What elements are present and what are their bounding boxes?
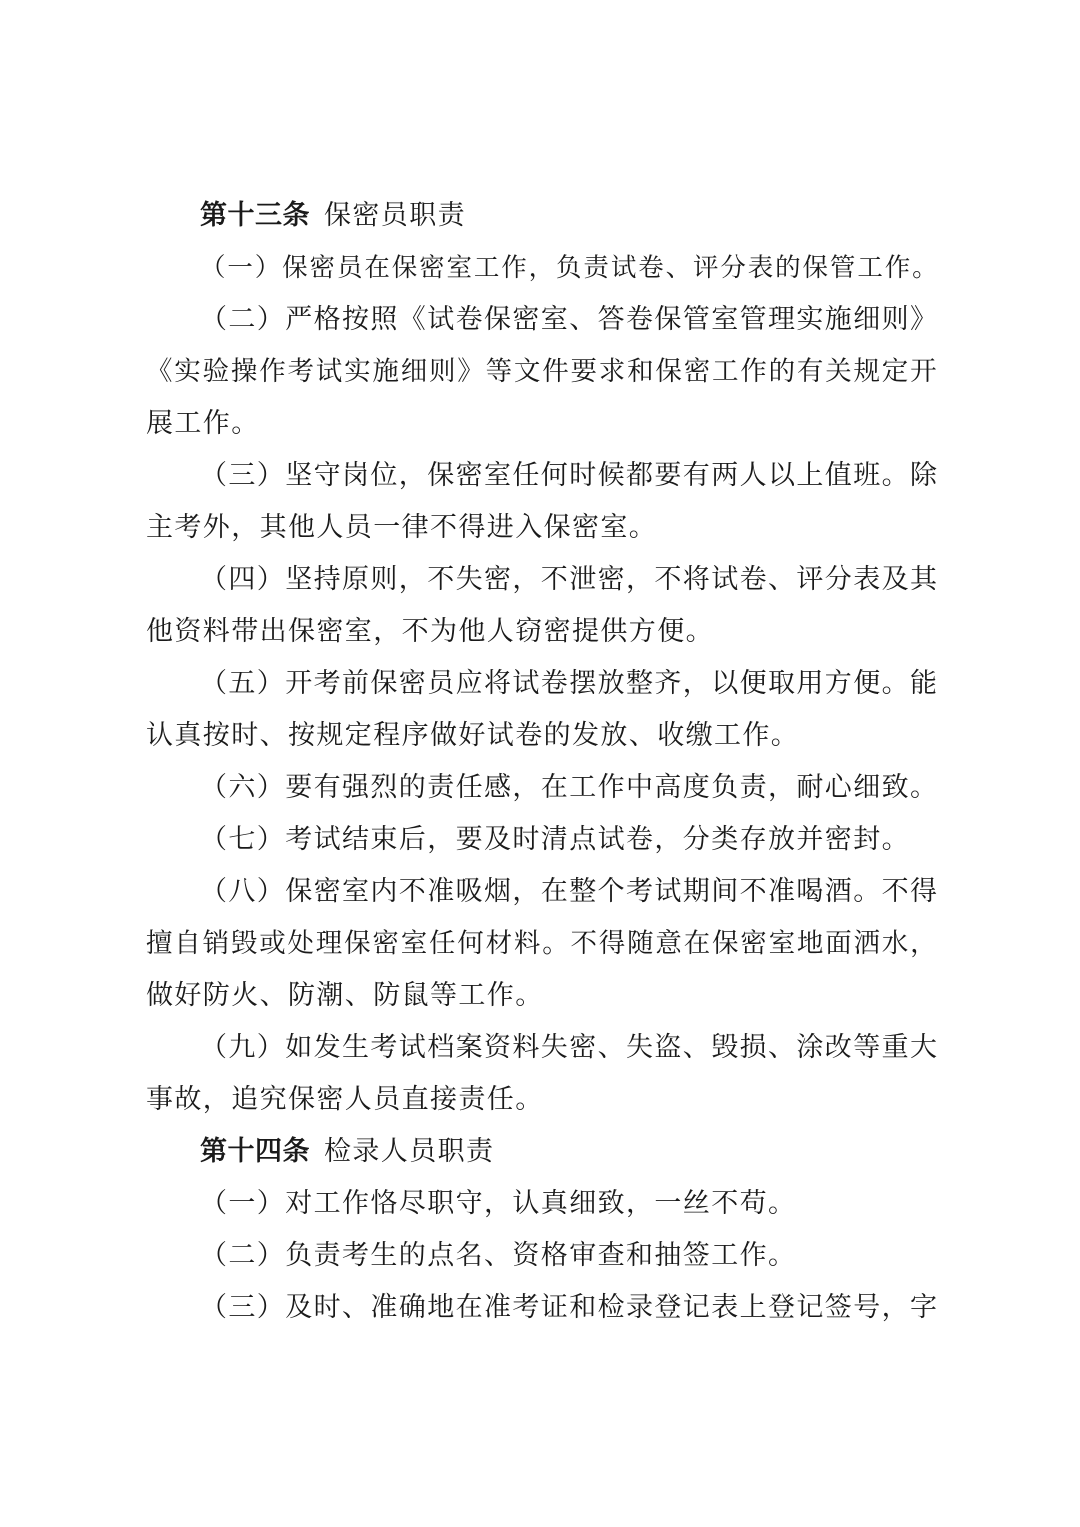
article-13-line: 做好防火、防潮、防鼠等工作。	[146, 980, 544, 1011]
article-14-number: 第十四条	[200, 1136, 310, 1167]
article-13-line: 擅自销毁或处理保密室任何材料。不得随意在保密室地面洒水，	[146, 928, 938, 959]
article-13-line: （四）坚持原则，不失密，不泄密，不将试卷、评分表及其	[200, 564, 939, 595]
article-13-line: （三）坚守岗位，保密室任何时候都要有两人以上值班。除	[200, 460, 939, 491]
article-13-line: 主考外，其他人员一律不得进入保密室。	[146, 512, 658, 543]
article-14-heading	[146, 1126, 938, 1178]
article-13-line: （八）保密室内不准吸烟，在整个考试期间不准喝酒。不得	[200, 876, 939, 907]
article-13-line: （二）严格按照《试卷保密室、答卷保管室管理实施细则》	[200, 304, 939, 335]
document-page	[146, 190, 938, 1334]
article-13-line: 认真按时、按规定程序做好试卷的发放、收缴工作。	[146, 720, 800, 751]
article-13-line: （五）开考前保密员应将试卷摆放整齐，以便取用方便。能	[200, 668, 939, 699]
article-13-line: （七）考试结束后，要及时清点试卷，分类存放并密封。	[200, 824, 910, 855]
article-14-line: （二）负责考生的点名、资格审查和抽签工作。	[200, 1240, 797, 1271]
article-13-number: 第十三条	[200, 200, 310, 231]
article-13-line: 事故，追究保密人员直接责任。	[146, 1084, 544, 1115]
article-13-title: 保密员职责	[324, 200, 466, 231]
article-13-line: （一）保密员在保密室工作，负责试卷、评分表的保管工作。	[200, 253, 938, 283]
article-14-title: 检录人员职责	[324, 1136, 495, 1167]
article-13-line: （六）要有强烈的责任感，在工作中高度负责，耐心细致。	[200, 772, 939, 803]
article-14-line: （三）及时、准确地在准考证和检录登记表上登记签号，字	[200, 1292, 939, 1323]
article-13-line: 展工作。	[146, 408, 260, 439]
article-14-line: （一）对工作恪尽职守，认真细致，一丝不苟。	[200, 1188, 797, 1219]
article-13-line: 《实验操作考试实施细则》等文件要求和保密工作的有关规定开	[146, 356, 938, 387]
article-13-line: （九）如发生考试档案资料失密、失盗、毁损、涂改等重大	[200, 1032, 939, 1063]
article-13-line: 他资料带出保密室，不为他人窃密提供方便。	[146, 616, 714, 647]
article-13-heading	[146, 190, 938, 242]
